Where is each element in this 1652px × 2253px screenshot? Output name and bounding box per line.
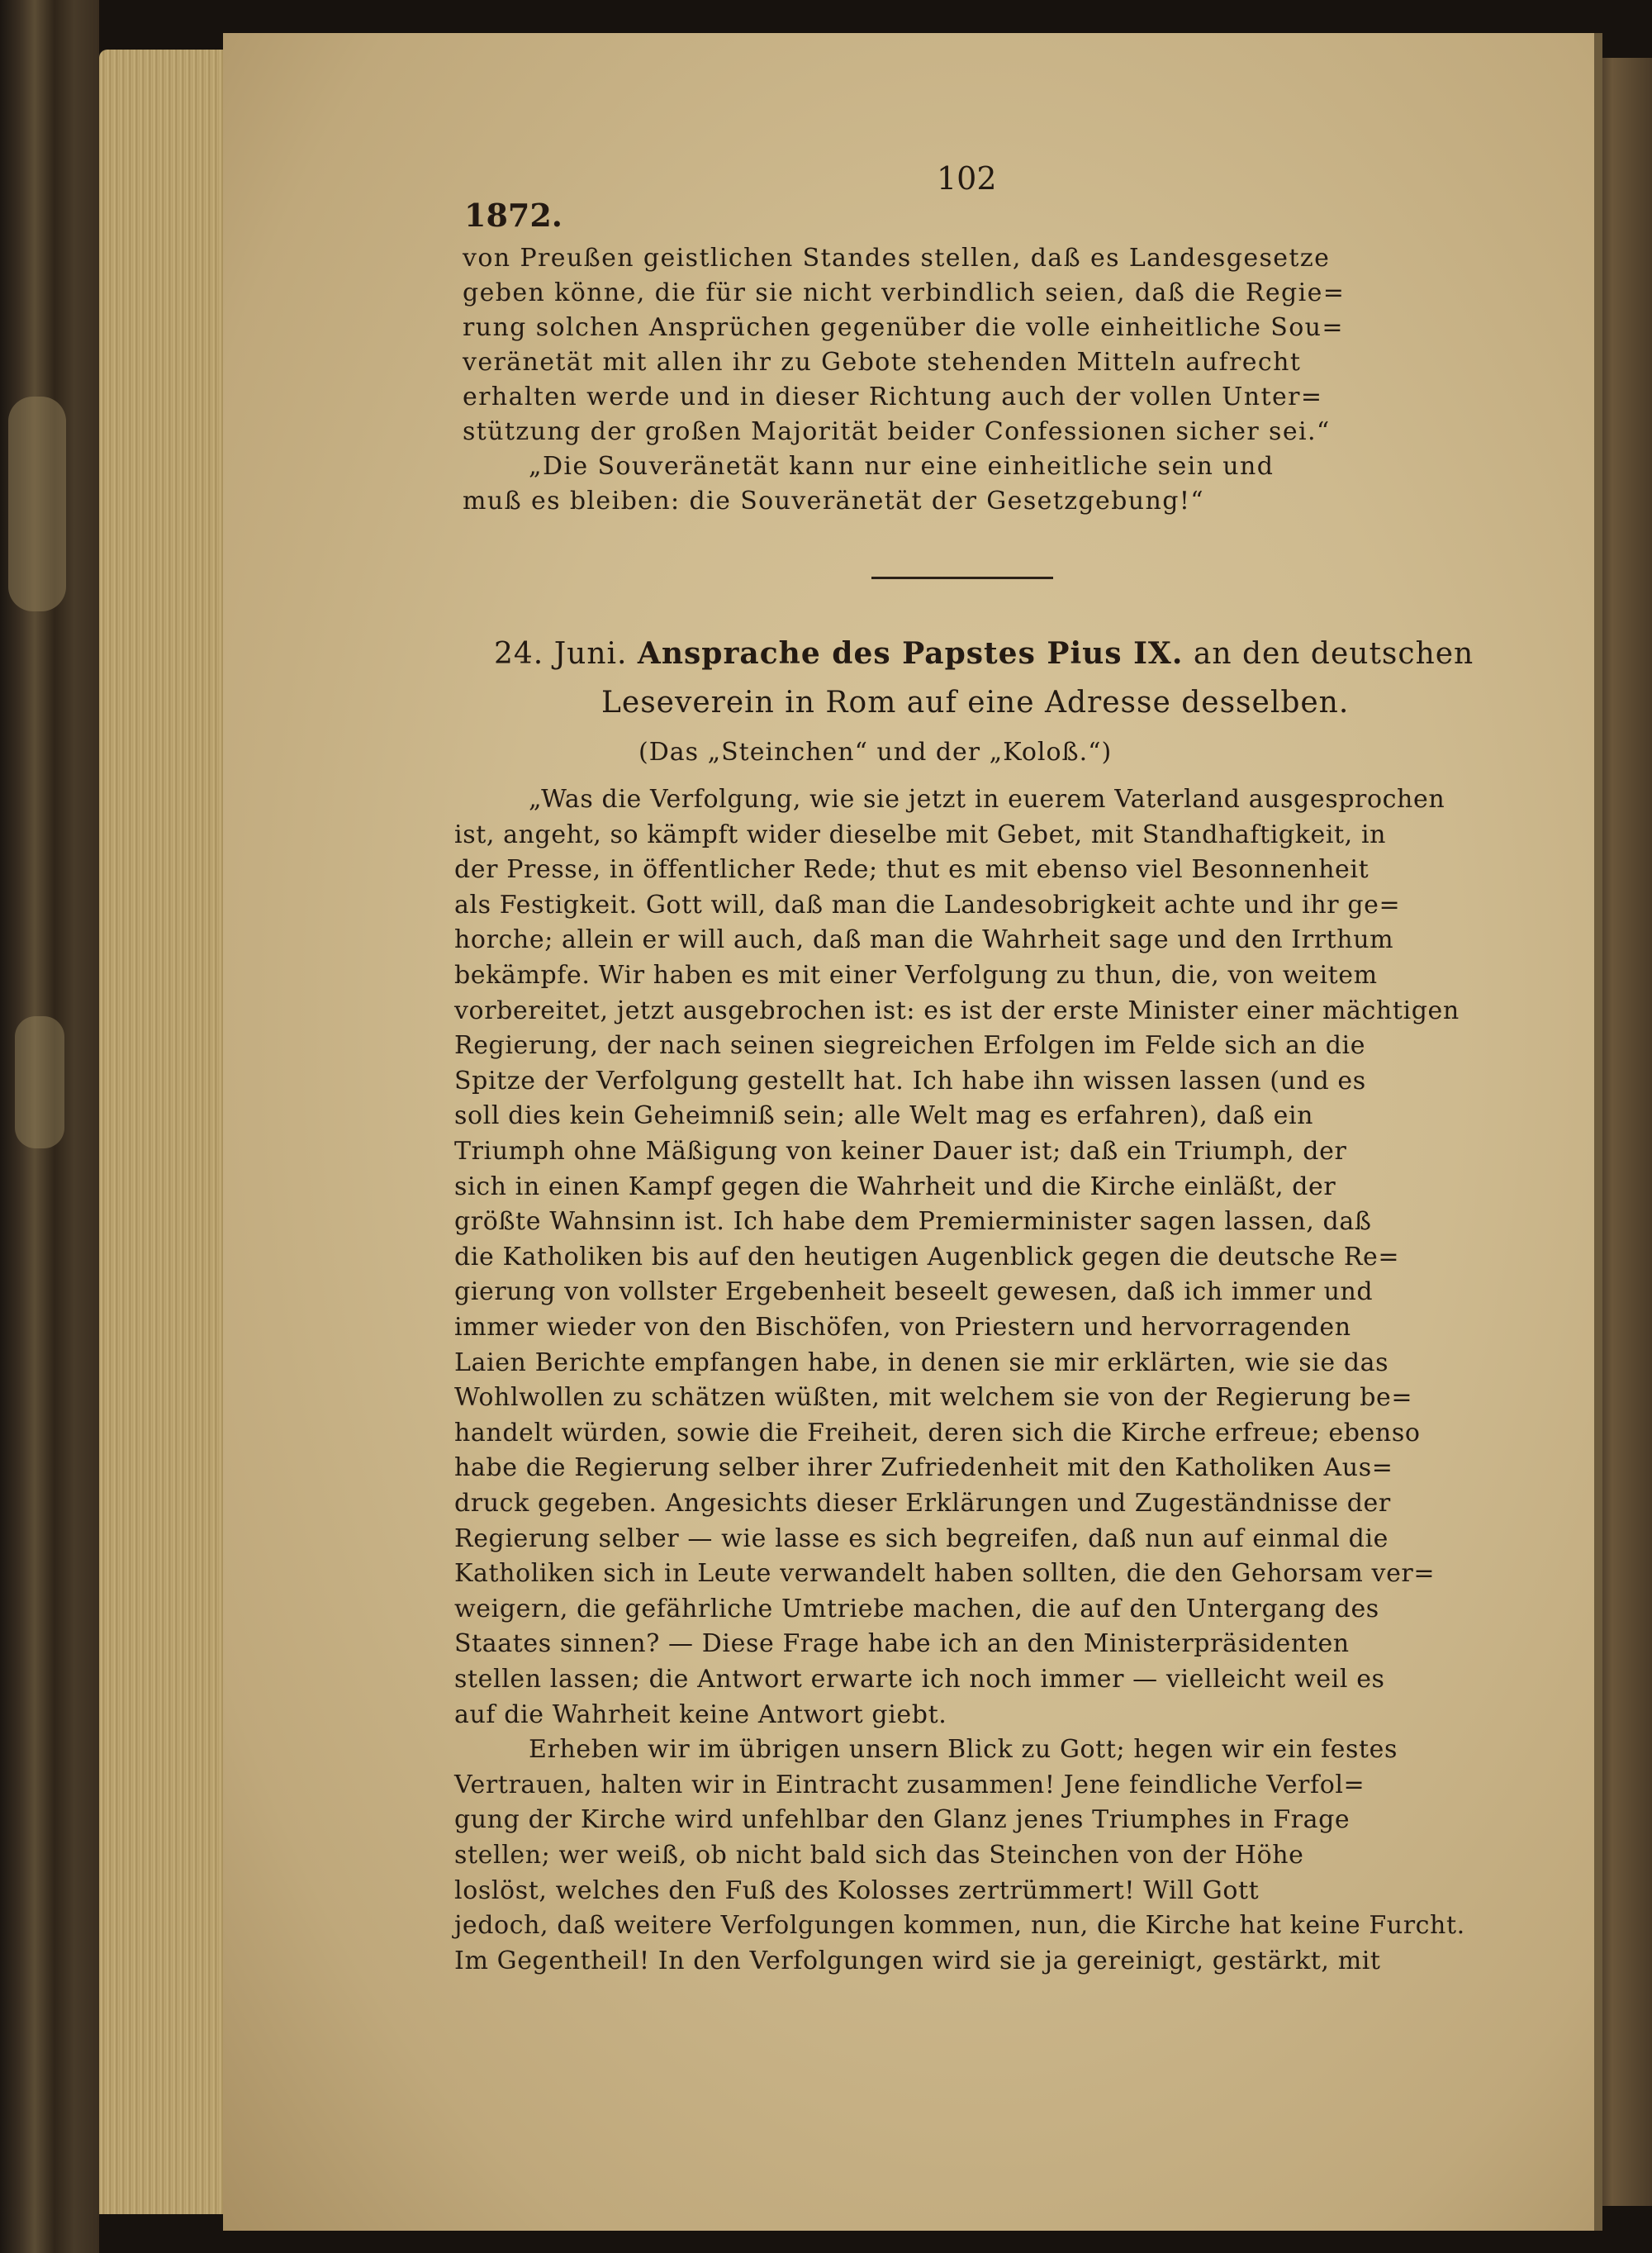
- section-heading: [494, 636, 1474, 671]
- speech-line: Triumph ohne Mäßigung von keiner Dauer ist; daß ein Triumph, der: [454, 1137, 1347, 1166]
- speech-line: gung der Kirche wird unfehlbar den Glanz jenes Triumphes in Frage: [454, 1805, 1351, 1835]
- cover-wear: [8, 397, 66, 611]
- page-number: 102: [937, 160, 997, 197]
- speech-line: Vertrauen, halten wir in Eintracht zusammen! Jene feindliche Verfol=: [454, 1770, 1365, 1799]
- top-line: stützung der großen Majorität beider Confessionen sicher sei.“: [463, 417, 1331, 446]
- top-line: erhalten werde und in dieser Richtung auch der vollen Unter=: [463, 383, 1323, 411]
- speech-line: Regierung selber — wie lasse es sich begreifen, daß nun auf einmal die: [454, 1523, 1389, 1553]
- top-line: rung solchen Ansprüchen gegenüber die volle einheitliche Sou=: [463, 313, 1344, 342]
- speech-line: jedoch, daß weitere Verfolgungen kommen, nun, die Kirche hat keine Furcht.: [454, 1911, 1465, 1941]
- speech-line: gierung von vollster Ergebenheit beseelt gewesen, daß ich immer und: [454, 1277, 1374, 1307]
- section-date: 24. Juni.: [494, 637, 628, 671]
- speech-line: Laien Berichte empfangen habe, in denen sie mir erklärten, wie sie das: [454, 1348, 1389, 1377]
- speech-line: stellen lassen; die Antwort erwarte ich noch immer — vielleicht weil es: [454, 1665, 1385, 1694]
- speech-line: soll dies kein Geheimniß sein; alle Welt mag es erfahren), daß ein: [454, 1101, 1314, 1131]
- speech-line: Spitze der Verfolgung gestellt hat. Ich habe ihn wissen lassen (und es: [454, 1066, 1366, 1096]
- top-line: veränetät mit allen ihr zu Gebote stehenden Mitteln aufrecht: [463, 348, 1302, 377]
- section-subtitle: (Das „Steinchen“ und der „Koloß.“): [638, 738, 1113, 767]
- speech-line: die Katholiken bis auf den heutigen Augenblick gegen die deutsche Re=: [454, 1242, 1400, 1271]
- speech-line: ist, angeht, so kämpft wider dieselbe mit Gebet, mit Standhaftigkeit, in: [454, 820, 1387, 849]
- speech-line: loslöst, welches den Fuß des Kolosses zertrümmert! Will Gott: [454, 1875, 1260, 1905]
- speech-line: Im Gegentheil! In den Verfolgungen wird sie ja gereinigt, gestärkt, mit: [454, 1946, 1381, 1975]
- speech-line: handelt würden, sowie die Freiheit, deren sich die Kirche erfreue; ebenso: [454, 1418, 1421, 1447]
- speech-line: Regierung, der nach seinen siegreichen Erfolgen im Felde sich an die: [454, 1031, 1366, 1061]
- speech-line: immer wieder von den Bischöfen, von Priestern und hervorragenden: [454, 1313, 1351, 1342]
- speech-line: vorbereitet, jetzt ausgebrochen ist: es ist der erste Minister einer mächtigen: [454, 996, 1460, 1025]
- speech-line: Erheben wir im übrigen unsern Blick zu Gott; hegen wir ein festes: [529, 1735, 1398, 1765]
- section-title-rest: an den deutschen: [1193, 637, 1474, 671]
- speech-line: stellen; wer weiß, ob nicht bald sich das Steinchen von der Höhe: [454, 1841, 1304, 1870]
- speech-line: Staates sinnen? — Diese Frage habe ich an den Ministerpräsidenten: [454, 1629, 1350, 1659]
- speech-line: habe die Regierung selber ihrer Zufriedenheit mit den Katholiken Aus=: [454, 1453, 1393, 1483]
- speech-line: sich in einen Kampf gegen die Wahrheit und die Kirche einläßt, der: [454, 1172, 1336, 1201]
- speech-line: auf die Wahrheit keine Antwort giebt.: [454, 1699, 947, 1729]
- running-head-year: 1872.: [464, 197, 563, 234]
- speech-line: weigern, die gefährliche Umtriebe machen, die auf den Untergang des: [454, 1594, 1379, 1623]
- speech-line: „Was die Verfolgung, wie sie jetzt in euerem Vaterland ausgesprochen: [529, 785, 1446, 814]
- top-line: geben könne, die für sie nicht verbindlich seien, daß die Regie=: [463, 278, 1346, 307]
- speech-line: bekämpfe. Wir haben es mit einer Verfolgung zu thun, die, von weitem: [454, 961, 1378, 990]
- section-divider: [871, 577, 1053, 579]
- page-edges: [99, 50, 231, 2214]
- speech-line: größte Wahnsinn ist. Ich habe dem Premierminister sagen lassen, daß: [454, 1207, 1372, 1237]
- section-title-bold: Ansprache des Papstes Pius IX.: [637, 636, 1184, 671]
- speech-line: Katholiken sich in Leute verwandelt haben sollten, die den Gehorsam ver=: [454, 1559, 1436, 1589]
- speech-line: der Presse, in öffentlicher Rede; thut es mit ebenso viel Besonnenheit: [454, 855, 1370, 885]
- speech-line: als Festigkeit. Gott will, daß man die Landesobrigkeit achte und ihr ge=: [454, 890, 1401, 920]
- speech-line: horche; allein er will auch, daß man die Wahrheit sage und den Irrthum: [454, 925, 1394, 955]
- speech-line: Wohlwollen zu schätzen wüßten, mit welchem sie von der Regierung be=: [454, 1383, 1413, 1413]
- top-line: von Preußen geistlichen Standes stellen, daß es Landesgesetze: [463, 244, 1331, 273]
- top-line: muß es bleiben: die Souveränetät der Gesetzgebung!“: [463, 487, 1205, 516]
- speech-line: druck gegeben. Angesichts dieser Erklärungen und Zugeständnisse der: [454, 1489, 1391, 1518]
- section-heading-line2: Leseverein in Rom auf eine Adresse desselben.: [601, 686, 1350, 720]
- cover-wear: [15, 1016, 64, 1148]
- top-line: „Die Souveränetät kann nur eine einheitliche sein und: [529, 452, 1275, 481]
